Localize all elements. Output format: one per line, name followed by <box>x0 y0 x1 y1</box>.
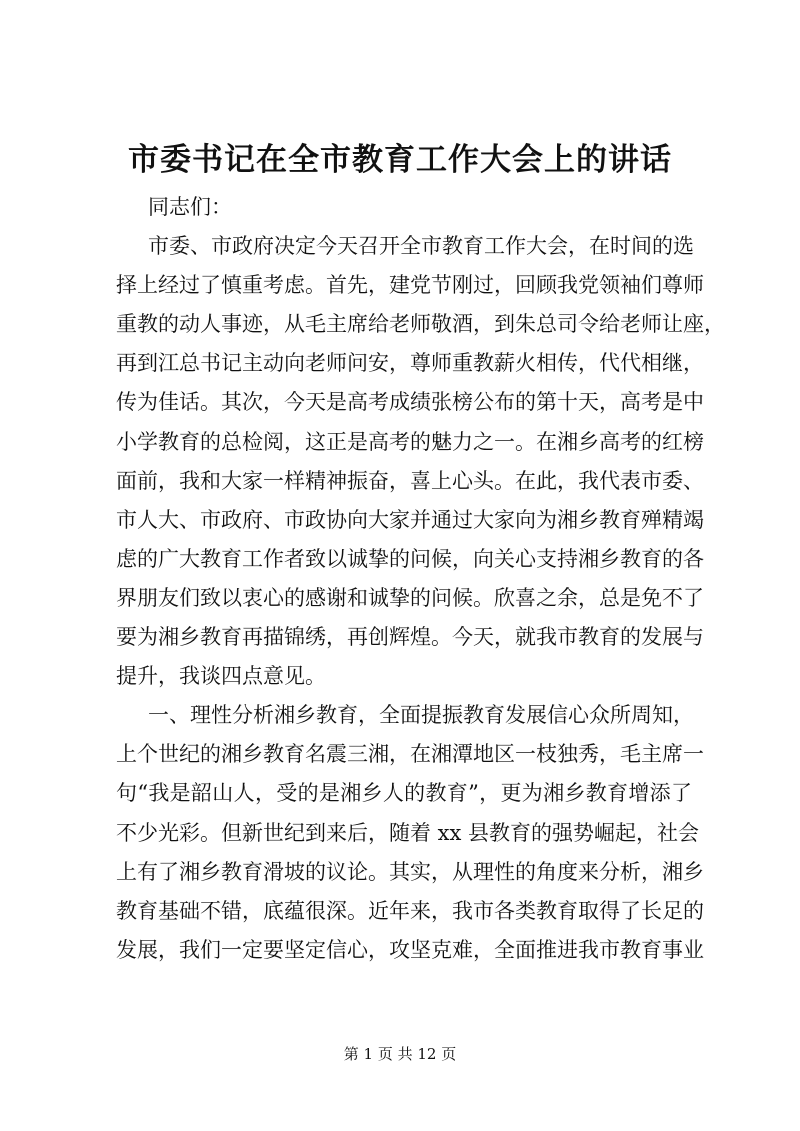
text-line: 要为湘乡教育再描锦绣，再创辉煌。今天，就我市教育的发展与 <box>116 625 704 650</box>
text-line: 教育基础不错，底蕴很深。近年来，我市各类教育取得了长足的 <box>116 898 704 923</box>
text-line: 小学教育的总检阅，这正是高考的魅力之一。在湘乡高考的红榜 <box>116 429 704 454</box>
document-title: 市委书记在全市教育工作大会上的讲话 <box>128 142 672 178</box>
text-line: 市人大、市政府、市政协向大家并通过大家向为湘乡教育殚精竭 <box>116 507 704 532</box>
text-line: 句“我是韶山人，受的是湘乡人的教育”，更为湘乡教育增添了 <box>116 781 692 806</box>
text-line: 择上经过了慎重考虑。首先，建党节刚过，回顾我党领袖们尊师 <box>116 273 704 298</box>
text-line: 面前，我和大家一样精神振奋，喜上心头。在此，我代表市委、 <box>116 468 704 493</box>
document-body <box>116 188 725 970</box>
page-footer: 第 1 页 共 12 页 <box>343 1045 457 1063</box>
text-line: 再到江总书记主动向老师问安，尊师重教薪火相传，代代相继， <box>116 351 704 376</box>
text-line: 界朋友们致以衷心的感谢和诚挚的问候。欣喜之余，总是免不了 <box>116 585 704 610</box>
text-line: 重教的动人事迹，从毛主席给老师敬酒，到朱总司令给老师让座， <box>116 312 725 337</box>
text-line: 提升，我谈四点意见。 <box>116 664 326 689</box>
text-line: 市委、市政府决定今天召开全市教育工作大会，在时间的选 <box>148 234 694 259</box>
text-line: 上有了湘乡教育滑坡的议论。其实，从理性的角度来分析，湘乡 <box>116 859 704 884</box>
text-line: 发展，我们一定要坚定信心，攻坚克难，全面推进我市教育事业 <box>116 937 704 962</box>
text-line: 不少光彩。但新世纪到来后，随着 xx 县教育的强势崛起，社会 <box>116 820 700 845</box>
text-line: 虑的广大教育工作者致以诚挚的问候，向关心支持湘乡教育的各 <box>116 546 704 571</box>
text-line: 同志们： <box>148 195 232 219</box>
text-line: 传为佳话。其次，今天是高考成绩张榜公布的第十天，高考是中 <box>116 390 704 415</box>
text-line: 一、理性分析湘乡教育，全面提振教育发展信心众所周知， <box>148 703 694 728</box>
text-line: 上个世纪的湘乡教育名震三湘，在湘潭地区一枝独秀，毛主席一 <box>116 742 704 767</box>
